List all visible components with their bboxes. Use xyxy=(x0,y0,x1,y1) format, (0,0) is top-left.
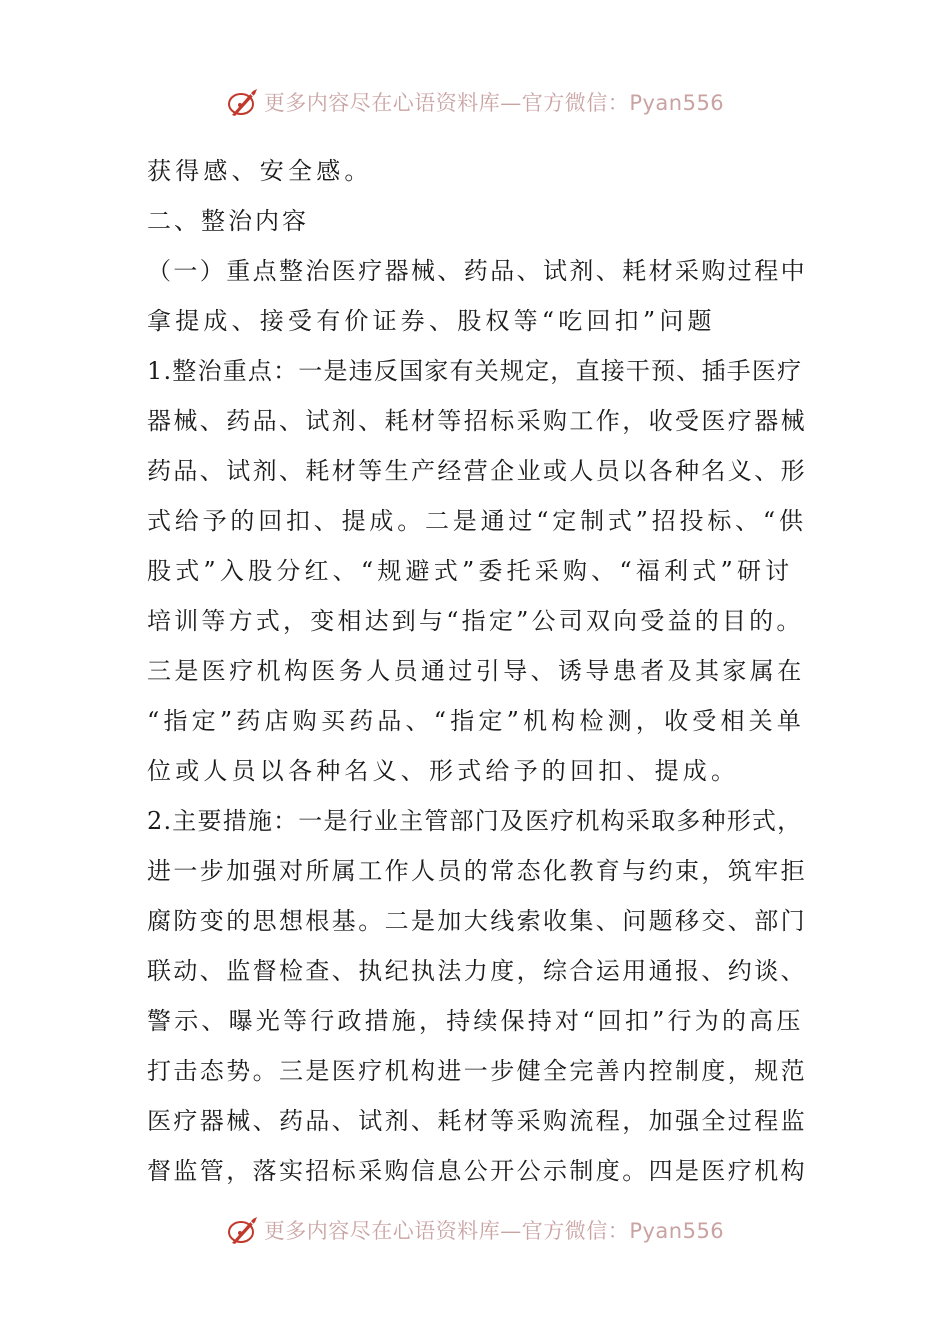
paragraph-line: 器械、药品、试剂、耗材等招标采购工作，收受医疗器械 xyxy=(147,407,807,435)
quill-pen-icon xyxy=(226,85,260,119)
header-watermark-banner xyxy=(0,82,950,122)
section-heading: 二、整治内容 xyxy=(147,207,309,235)
paragraph-line: 腐防变的思想根基。二是加大线索收集、问题移交、部门 xyxy=(147,907,807,935)
paragraph-line: 打击态势。三是医疗机构进一步健全完善内控制度，规范 xyxy=(147,1057,807,1085)
paragraph-line: 位或人员以各种名义、形式给予的回扣、提成。 xyxy=(147,757,740,785)
paragraph-line: 警示、曝光等行政措施，持续保持对“回扣”行为的高压 xyxy=(147,1007,804,1035)
paragraph-line: 2.主要措施：一是行业主管部门及医疗机构采取多种形式， xyxy=(147,807,803,835)
watermark-text: 更多内容尽在心语资料库—官方微信：Pyan556 xyxy=(263,91,725,115)
paragraph-line: 三是医疗机构医务人员通过引导、诱导患者及其家属在 xyxy=(147,657,805,685)
quill-pen-icon xyxy=(226,1213,260,1247)
subsection-heading-line: （一）重点整治医疗器械、药品、试剂、耗材采购过程中 xyxy=(147,257,807,285)
paragraph-line: 培训等方式，变相达到与“指定”公司双向受益的目的。 xyxy=(147,607,804,635)
paragraph-line: 联动、监督检查、执纪执法力度，综合运用通报、约谈、 xyxy=(147,957,807,985)
paragraph-line: 医疗器械、药品、试剂、耗材等采购流程，加强全过程监 xyxy=(147,1107,807,1135)
subsection-heading-line: 拿提成、接受有价证券、股权等“吃回扣”问题 xyxy=(147,307,716,335)
paragraph-line: 进一步加强对所属工作人员的常态化教育与约束，筑牢拒 xyxy=(147,857,807,885)
paragraph-line: 1.整治重点：一是违反国家有关规定，直接干预、插手医疗 xyxy=(147,357,803,385)
watermark-text: 更多内容尽在心语资料库—官方微信：Pyan556 xyxy=(263,1219,725,1243)
paragraph-line: 式给予的回扣、提成。二是通过“定制式”招投标、“供 xyxy=(147,507,807,535)
paragraph-line: “指定”药店购买药品、“指定”机构检测，收受相关单 xyxy=(147,707,806,735)
paragraph-line: 获得感、安全感。 xyxy=(147,157,373,185)
paragraph-line: 股式”入股分红、“规避式”委托采购、“福利式”研讨 xyxy=(147,557,794,585)
paragraph-line: 药品、试剂、耗材等生产经营企业或人员以各种名义、形 xyxy=(147,457,807,485)
paragraph-line: 督监管，落实招标采购信息公开公示制度。四是医疗机构 xyxy=(147,1157,807,1185)
footer-watermark-banner xyxy=(0,1210,950,1250)
document-body xyxy=(147,146,807,1196)
